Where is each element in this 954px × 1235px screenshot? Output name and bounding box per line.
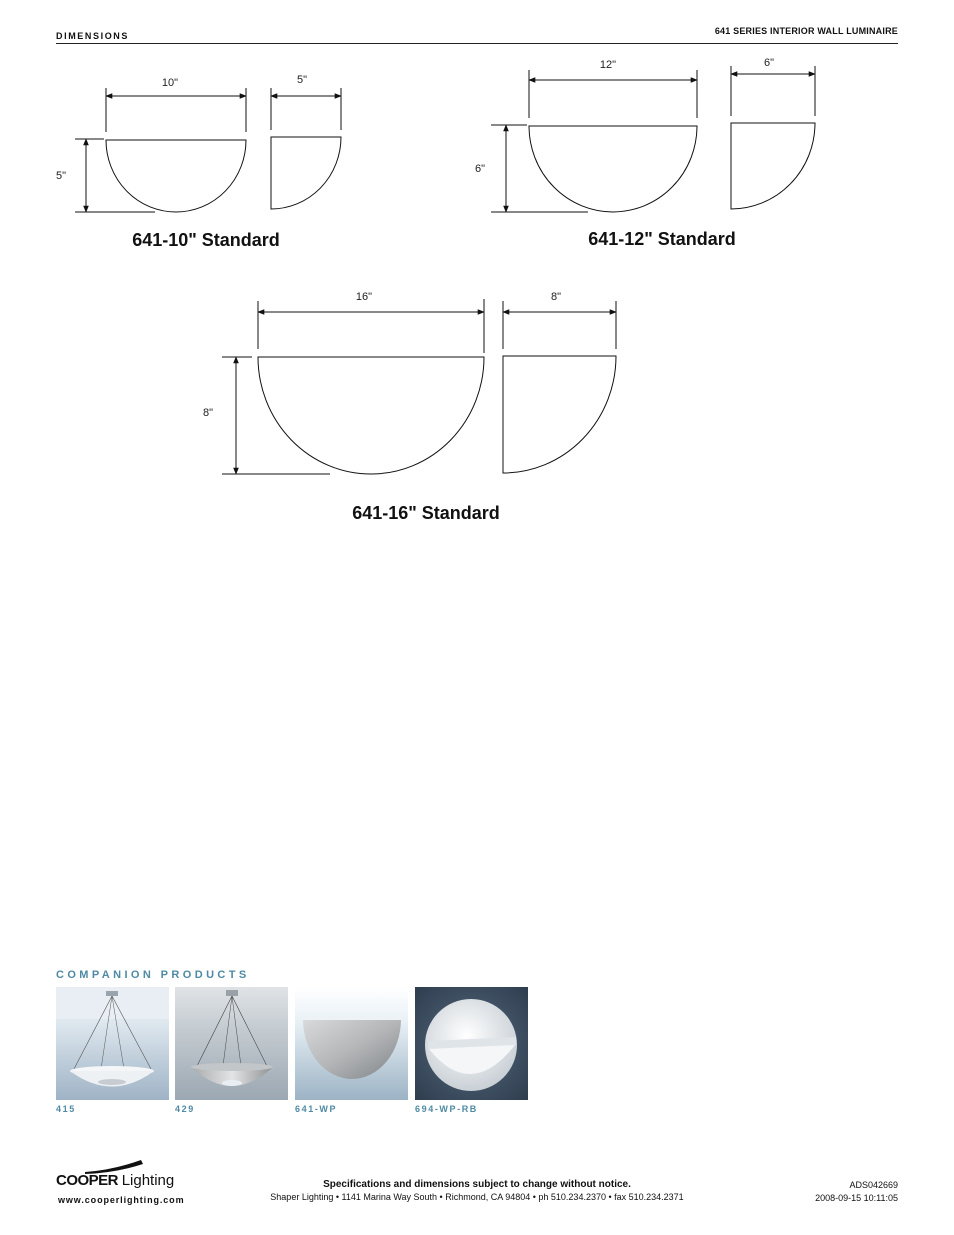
- front-view-shape: [106, 140, 246, 212]
- product-photo-694-wp-rb: [415, 987, 528, 1100]
- depth-label: 8": [550, 291, 562, 303]
- product-label: 641-WP: [295, 1104, 338, 1114]
- front-view-shape: [258, 357, 484, 474]
- document-id: ADS042669: [849, 1180, 898, 1190]
- product-photo-429: [175, 987, 288, 1100]
- model-caption: 641-16" Standard: [352, 503, 500, 523]
- width-label: 16": [355, 291, 373, 303]
- height-label: 5": [56, 170, 67, 182]
- product-photo-415: [56, 987, 169, 1100]
- company-address: Shaper Lighting • 1141 Marina Way South • Richmond, CA 94804 • ph 510.234.2370 • fax 510.234.2371: [270, 1192, 684, 1202]
- height-label: 8": [203, 407, 214, 419]
- section-title: DIMENSIONS: [56, 31, 130, 41]
- product-photo-641-wp: [295, 987, 408, 1100]
- companion-products-title: COMPANION PRODUCTS: [56, 969, 250, 981]
- drawing-641-16: [222, 299, 616, 474]
- drawing-641-12: [491, 66, 815, 212]
- logo-brand: COOPER: [56, 1172, 119, 1189]
- side-view-shape: [271, 137, 341, 209]
- product-label: 694-WP-RB: [415, 1104, 478, 1114]
- product-label: 429: [175, 1104, 195, 1114]
- model-caption: 641-12" Standard: [588, 229, 736, 249]
- side-view-shape: [503, 356, 616, 473]
- model-caption: 641-10" Standard: [132, 230, 280, 250]
- height-label: 6": [475, 163, 486, 175]
- logo-brand-suffix: Lighting: [121, 1172, 175, 1189]
- document-timestamp: 2008-09-15 10:11:05: [815, 1193, 898, 1203]
- depth-label: 6": [763, 57, 775, 69]
- product-label: 415: [56, 1104, 76, 1114]
- website-url[interactable]: www.cooperlighting.com: [58, 1195, 185, 1205]
- drawing-641-10: [75, 88, 341, 212]
- depth-label: 5": [296, 74, 308, 86]
- dimension-drawings: [0, 0, 954, 560]
- width-label: 12": [599, 59, 617, 71]
- disclaimer: Specifications and dimensions subject to change without notice.: [323, 1179, 631, 1190]
- side-view-shape: [731, 123, 815, 209]
- width-label: 10": [161, 77, 179, 89]
- front-view-shape: [529, 126, 697, 212]
- series-title: 641 SERIES INTERIOR WALL LUMINAIRE: [714, 26, 898, 36]
